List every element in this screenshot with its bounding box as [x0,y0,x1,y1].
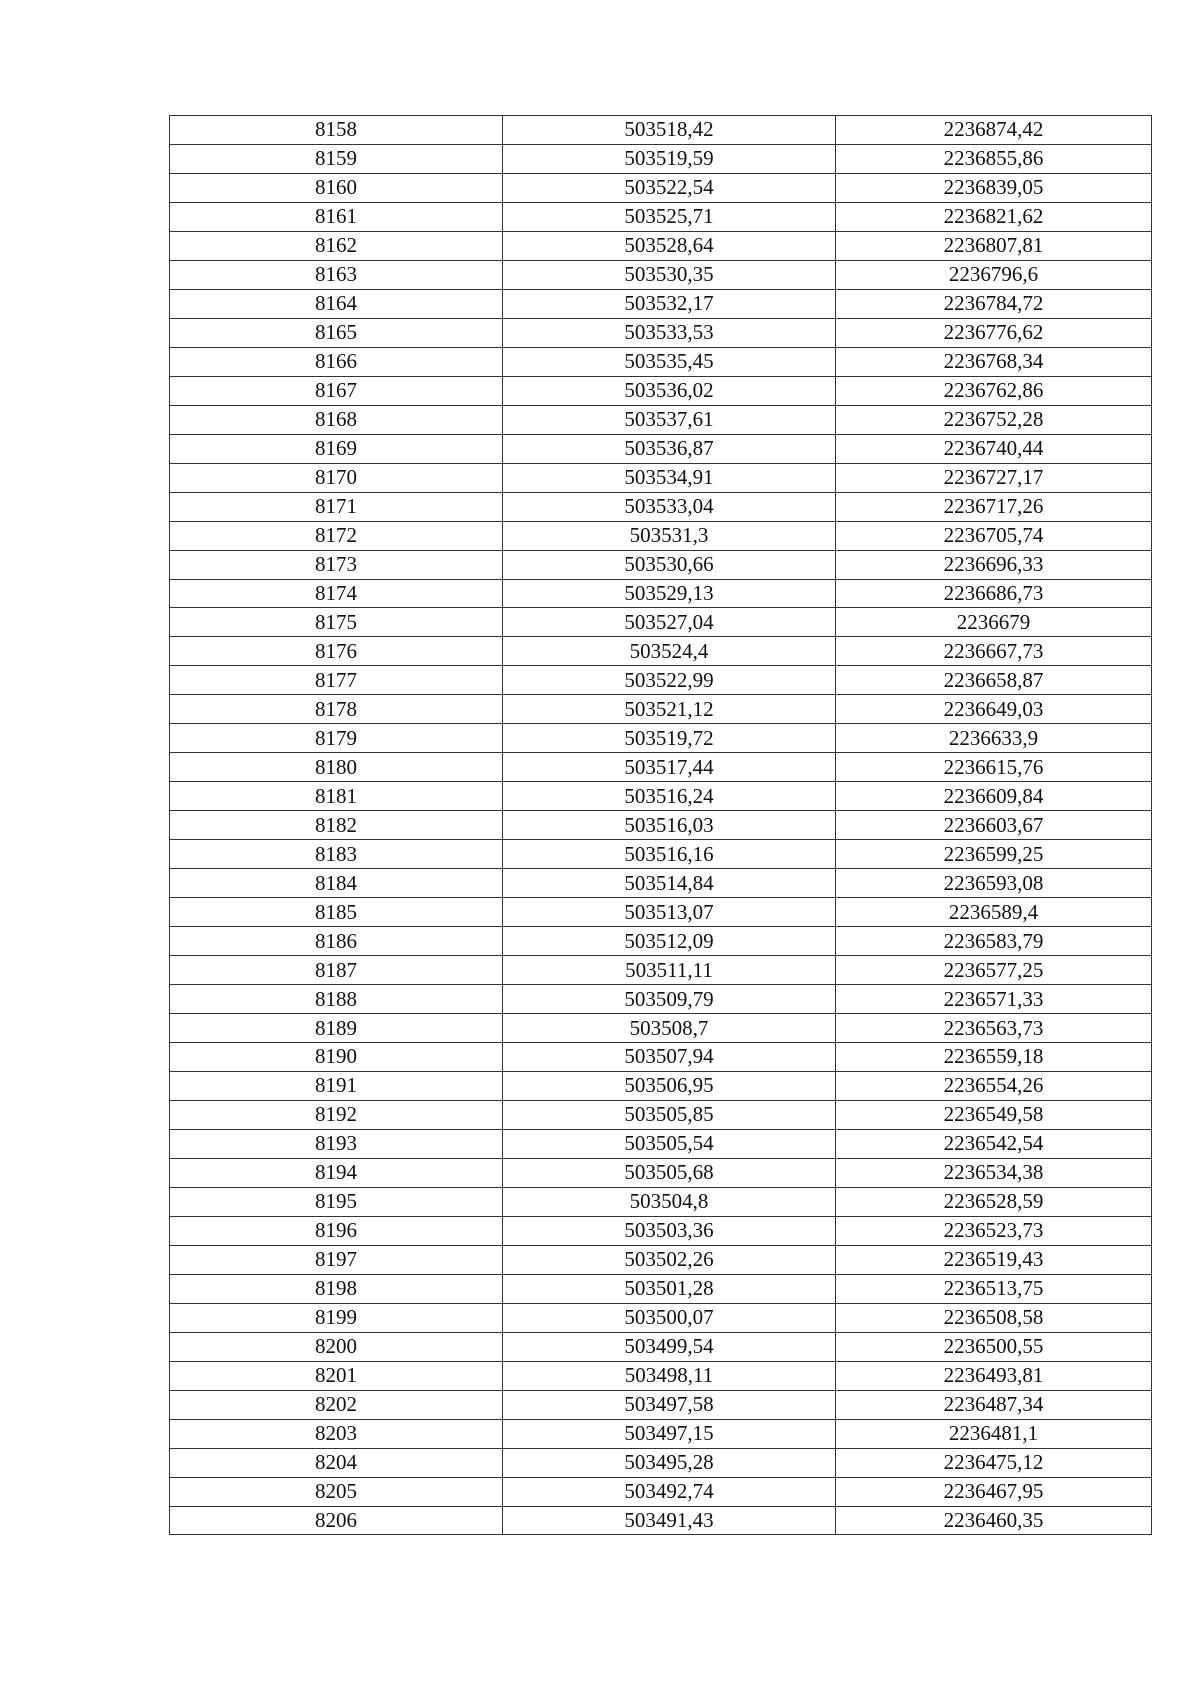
x-coordinate-cell: 503508,7 [503,1014,836,1043]
table-row [170,956,1152,985]
point-number-cell: 8176 [170,637,503,666]
x-coordinate-cell: 503537,61 [503,405,836,434]
table-row [170,1303,1152,1332]
y-coordinate-cell: 2236855,86 [836,144,1152,173]
x-coordinate-cell: 503506,95 [503,1071,836,1100]
y-coordinate-cell: 2236609,84 [836,782,1152,811]
y-coordinate-cell: 2236603,67 [836,811,1152,840]
table-row [170,144,1152,173]
coordinates-table-body [170,116,1152,1535]
table-row [170,1216,1152,1245]
y-coordinate-cell: 2236807,81 [836,231,1152,260]
y-coordinate-cell: 2236727,17 [836,463,1152,492]
point-number-cell: 8185 [170,898,503,927]
x-coordinate-cell: 503516,03 [503,811,836,840]
y-coordinate-cell: 2236717,26 [836,492,1152,521]
point-number-cell: 8163 [170,260,503,289]
table-row [170,1361,1152,1390]
x-coordinate-cell: 503530,66 [503,550,836,579]
point-number-cell: 8190 [170,1043,503,1072]
point-number-cell: 8170 [170,463,503,492]
point-number-cell: 8193 [170,1129,503,1158]
table-row [170,1187,1152,1216]
point-number-cell: 8158 [170,116,503,145]
x-coordinate-cell: 503492,74 [503,1477,836,1506]
y-coordinate-cell: 2236542,54 [836,1129,1152,1158]
x-coordinate-cell: 503501,28 [503,1274,836,1303]
x-coordinate-cell: 503512,09 [503,927,836,956]
point-number-cell: 8159 [170,144,503,173]
x-coordinate-cell: 503531,3 [503,521,836,550]
x-coordinate-cell: 503517,44 [503,753,836,782]
table-row [170,1158,1152,1187]
point-number-cell: 8175 [170,608,503,637]
table-row [170,1506,1152,1535]
table-row [170,1448,1152,1477]
y-coordinate-cell: 2236839,05 [836,173,1152,202]
x-coordinate-cell: 503498,11 [503,1361,836,1390]
point-number-cell: 8173 [170,550,503,579]
table-row [170,927,1152,956]
point-number-cell: 8196 [170,1216,503,1245]
table-row [170,202,1152,231]
x-coordinate-cell: 503521,12 [503,695,836,724]
table-row [170,869,1152,898]
table-row [170,260,1152,289]
y-coordinate-cell: 2236500,55 [836,1332,1152,1361]
y-coordinate-cell: 2236599,25 [836,840,1152,869]
table-row [170,1043,1152,1072]
y-coordinate-cell: 2236559,18 [836,1043,1152,1072]
table-row [170,1390,1152,1419]
point-number-cell: 8162 [170,231,503,260]
table-row [170,405,1152,434]
y-coordinate-cell: 2236633,9 [836,724,1152,753]
x-coordinate-cell: 503528,64 [503,231,836,260]
table-row [170,1129,1152,1158]
y-coordinate-cell: 2236705,74 [836,521,1152,550]
point-number-cell: 8180 [170,753,503,782]
point-number-cell: 8165 [170,318,503,347]
x-coordinate-cell: 503495,28 [503,1448,836,1477]
point-number-cell: 8166 [170,347,503,376]
point-number-cell: 8171 [170,492,503,521]
table-row [170,579,1152,608]
point-number-cell: 8204 [170,1448,503,1477]
point-number-cell: 8198 [170,1274,503,1303]
y-coordinate-cell: 2236615,76 [836,753,1152,782]
table-row [170,985,1152,1014]
x-coordinate-cell: 503519,72 [503,724,836,753]
table-row [170,898,1152,927]
point-number-cell: 8206 [170,1506,503,1535]
table-row [170,724,1152,753]
point-number-cell: 8187 [170,956,503,985]
y-coordinate-cell: 2236475,12 [836,1448,1152,1477]
point-number-cell: 8186 [170,927,503,956]
table-row [170,637,1152,666]
y-coordinate-cell: 2236679 [836,608,1152,637]
point-number-cell: 8188 [170,985,503,1014]
point-number-cell: 8183 [170,840,503,869]
y-coordinate-cell: 2236577,25 [836,956,1152,985]
table-row [170,463,1152,492]
x-coordinate-cell: 503533,04 [503,492,836,521]
x-coordinate-cell: 503518,42 [503,116,836,145]
point-number-cell: 8201 [170,1361,503,1390]
y-coordinate-cell: 2236658,87 [836,666,1152,695]
y-coordinate-cell: 2236467,95 [836,1477,1152,1506]
x-coordinate-cell: 503527,04 [503,608,836,637]
table-row [170,695,1152,724]
x-coordinate-cell: 503530,35 [503,260,836,289]
x-coordinate-cell: 503534,91 [503,463,836,492]
x-coordinate-cell: 503491,43 [503,1506,836,1535]
y-coordinate-cell: 2236528,59 [836,1187,1152,1216]
x-coordinate-cell: 503524,4 [503,637,836,666]
table-row [170,1245,1152,1274]
table-row [170,840,1152,869]
y-coordinate-cell: 2236481,1 [836,1419,1152,1448]
x-coordinate-cell: 503532,17 [503,289,836,318]
point-number-cell: 8195 [170,1187,503,1216]
table-row [170,550,1152,579]
table-row [170,1274,1152,1303]
x-coordinate-cell: 503525,71 [503,202,836,231]
x-coordinate-cell: 503536,02 [503,376,836,405]
point-number-cell: 8168 [170,405,503,434]
point-number-cell: 8184 [170,869,503,898]
x-coordinate-cell: 503502,26 [503,1245,836,1274]
table-row [170,1071,1152,1100]
x-coordinate-cell: 503522,54 [503,173,836,202]
y-coordinate-cell: 2236534,38 [836,1158,1152,1187]
point-number-cell: 8202 [170,1390,503,1419]
point-number-cell: 8160 [170,173,503,202]
y-coordinate-cell: 2236784,72 [836,289,1152,318]
table-row [170,376,1152,405]
point-number-cell: 8194 [170,1158,503,1187]
x-coordinate-cell: 503504,8 [503,1187,836,1216]
coordinates-table [169,115,1152,1535]
x-coordinate-cell: 503516,24 [503,782,836,811]
y-coordinate-cell: 2236762,86 [836,376,1152,405]
y-coordinate-cell: 2236519,43 [836,1245,1152,1274]
point-number-cell: 8179 [170,724,503,753]
point-number-cell: 8192 [170,1100,503,1129]
table-row [170,173,1152,202]
y-coordinate-cell: 2236513,75 [836,1274,1152,1303]
x-coordinate-cell: 503507,94 [503,1043,836,1072]
y-coordinate-cell: 2236554,26 [836,1071,1152,1100]
y-coordinate-cell: 2236649,03 [836,695,1152,724]
x-coordinate-cell: 503535,45 [503,347,836,376]
point-number-cell: 8197 [170,1245,503,1274]
table-row [170,347,1152,376]
x-coordinate-cell: 503505,68 [503,1158,836,1187]
y-coordinate-cell: 2236686,73 [836,579,1152,608]
y-coordinate-cell: 2236549,58 [836,1100,1152,1129]
table-row [170,521,1152,550]
point-number-cell: 8200 [170,1332,503,1361]
point-number-cell: 8205 [170,1477,503,1506]
x-coordinate-cell: 503522,99 [503,666,836,695]
x-coordinate-cell: 503500,07 [503,1303,836,1332]
table-row [170,1100,1152,1129]
table-row [170,289,1152,318]
point-number-cell: 8178 [170,695,503,724]
table-row [170,318,1152,347]
y-coordinate-cell: 2236768,34 [836,347,1152,376]
y-coordinate-cell: 2236796,6 [836,260,1152,289]
table-row [170,492,1152,521]
point-number-cell: 8177 [170,666,503,695]
x-coordinate-cell: 503514,84 [503,869,836,898]
y-coordinate-cell: 2236667,73 [836,637,1152,666]
table-row [170,811,1152,840]
point-number-cell: 8199 [170,1303,503,1332]
x-coordinate-cell: 503509,79 [503,985,836,1014]
x-coordinate-cell: 503511,11 [503,956,836,985]
table-row [170,1014,1152,1043]
x-coordinate-cell: 503505,54 [503,1129,836,1158]
x-coordinate-cell: 503503,36 [503,1216,836,1245]
x-coordinate-cell: 503497,58 [503,1390,836,1419]
table-row [170,116,1152,145]
point-number-cell: 8169 [170,434,503,463]
point-number-cell: 8161 [170,202,503,231]
table-row [170,1332,1152,1361]
x-coordinate-cell: 503519,59 [503,144,836,173]
table-row [170,1477,1152,1506]
y-coordinate-cell: 2236583,79 [836,927,1152,956]
table-row [170,231,1152,260]
point-number-cell: 8164 [170,289,503,318]
y-coordinate-cell: 2236493,81 [836,1361,1152,1390]
y-coordinate-cell: 2236487,34 [836,1390,1152,1419]
table-row [170,666,1152,695]
x-coordinate-cell: 503499,54 [503,1332,836,1361]
x-coordinate-cell: 503497,15 [503,1419,836,1448]
y-coordinate-cell: 2236563,73 [836,1014,1152,1043]
y-coordinate-cell: 2236460,35 [836,1506,1152,1535]
table-row [170,753,1152,782]
point-number-cell: 8172 [170,521,503,550]
y-coordinate-cell: 2236508,58 [836,1303,1152,1332]
point-number-cell: 8181 [170,782,503,811]
y-coordinate-cell: 2236571,33 [836,985,1152,1014]
point-number-cell: 8182 [170,811,503,840]
table-row [170,1419,1152,1448]
y-coordinate-cell: 2236776,62 [836,318,1152,347]
x-coordinate-cell: 503513,07 [503,898,836,927]
x-coordinate-cell: 503505,85 [503,1100,836,1129]
table-row [170,434,1152,463]
table-row [170,782,1152,811]
y-coordinate-cell: 2236593,08 [836,869,1152,898]
y-coordinate-cell: 2236752,28 [836,405,1152,434]
y-coordinate-cell: 2236696,33 [836,550,1152,579]
x-coordinate-cell: 503533,53 [503,318,836,347]
point-number-cell: 8191 [170,1071,503,1100]
point-number-cell: 8189 [170,1014,503,1043]
point-number-cell: 8203 [170,1419,503,1448]
y-coordinate-cell: 2236740,44 [836,434,1152,463]
point-number-cell: 8167 [170,376,503,405]
y-coordinate-cell: 2236523,73 [836,1216,1152,1245]
x-coordinate-cell: 503529,13 [503,579,836,608]
y-coordinate-cell: 2236874,42 [836,116,1152,145]
table-row [170,608,1152,637]
y-coordinate-cell: 2236821,62 [836,202,1152,231]
y-coordinate-cell: 2236589,4 [836,898,1152,927]
x-coordinate-cell: 503516,16 [503,840,836,869]
x-coordinate-cell: 503536,87 [503,434,836,463]
point-number-cell: 8174 [170,579,503,608]
